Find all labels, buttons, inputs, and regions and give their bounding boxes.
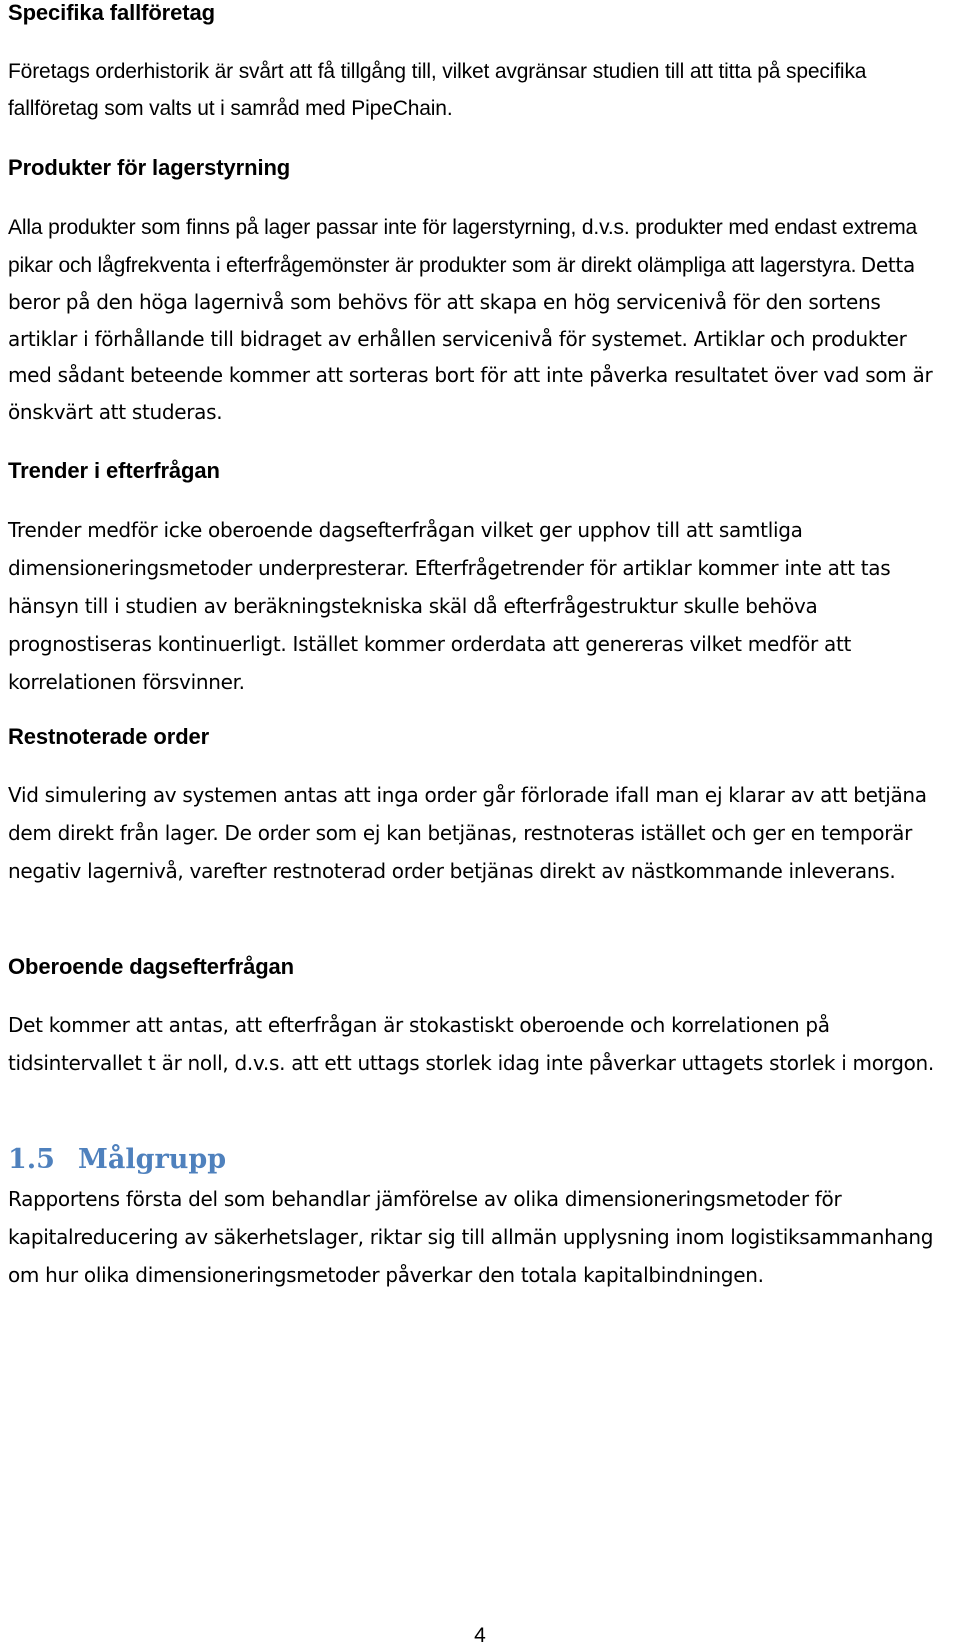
paragraph-malgrupp: Rapportens första del som behandlar jämförelse av olika dimensioneringsmetoder för kapitalreducering av säkerhetslager, riktar sig till allmän upplysning inom logistiksammanhang om hur olika dimensioneringsmetoder påverkar den totala kapitalbindningen. xyxy=(8,1187,934,1287)
paragraph-part-arial: Alla produkter som finns på lager passar inte för lagerstyrning, d.v.s. produkter med endast extrema pikar och lågfrekventa i efterfrågemönster är produkter som är direkt olämpliga att lagerstyra. xyxy=(8,216,918,277)
paragraph-trender-i-efterfragan: Trender medför icke oberoende dagsefterfrågan vilket ger upphov till att samtliga dimensioneringsmetoder underpresterar. Efterfrågetrender för artiklar kommer inte att tas hänsyn till i studien av beräkningstekniska skäl då efterfrågestruktur skulle behöva prognostiseras kontinuerligt. Istället kommer orderdata att genereras vilket medför att korrelationen försvinner. xyxy=(8,518,891,694)
page-number: 4 xyxy=(474,1624,486,1647)
chapter-number: 1.5 xyxy=(8,1144,55,1175)
paragraph-produkter-for-lagerstyrning xyxy=(8,210,952,430)
paragraph-specifika-fallforetag: Företags orderhistorik är svårt att få tillgång till, vilket avgränsar studien till att titta på specifika fallföretag som valts ut i samråd med PipeChain. xyxy=(8,60,867,120)
heading-oberoende-dagsefterfragan: Oberoende dagsefterfrågan xyxy=(8,954,295,979)
chapter-title: Målgrupp xyxy=(78,1144,227,1175)
paragraph-oberoende-dagsefterfragan: Det kommer att antas, att efterfrågan är stokastiskt oberoende och korrelationen på tidsintervallet t är noll, d.v.s. att ett uttags storlek idag inte påverkar uttagets storlek i morgon. xyxy=(8,1013,934,1075)
heading-specifika-fallforetag: Specifika fallföretag xyxy=(8,0,215,25)
heading-trender-i-efterfragan: Trender i efterfrågan xyxy=(8,458,220,483)
paragraph-restnoterade-order: Vid simulering av systemen antas att inga order går förlorade ifall man ej klarar av att betjäna dem direkt från lager. De order som ej kan betjänas, restnoteras istället och ger en temporär negativ lagernivå, varefter restnoterad order betjänas direkt av nästkommande inleverans. xyxy=(8,783,927,883)
chapter-heading xyxy=(8,1144,952,1176)
document-page xyxy=(8,0,952,1652)
heading-restnoterade-order: Restnoterade order xyxy=(8,724,210,749)
heading-produkter-for-lagerstyrning: Produkter för lagerstyrning xyxy=(8,155,291,180)
paragraph-part-calibri: Detta beror på den höga lagernivå som behövs för att skapa en hög servicenivå för den sortens artiklar i förhållande till bidraget av erhållen servicenivå för systemet. Artiklar och produkter med sådant beteende kommer att sorteras bort för att inte påverka resultatet över vad som är önskvärt att studeras. xyxy=(8,252,933,424)
